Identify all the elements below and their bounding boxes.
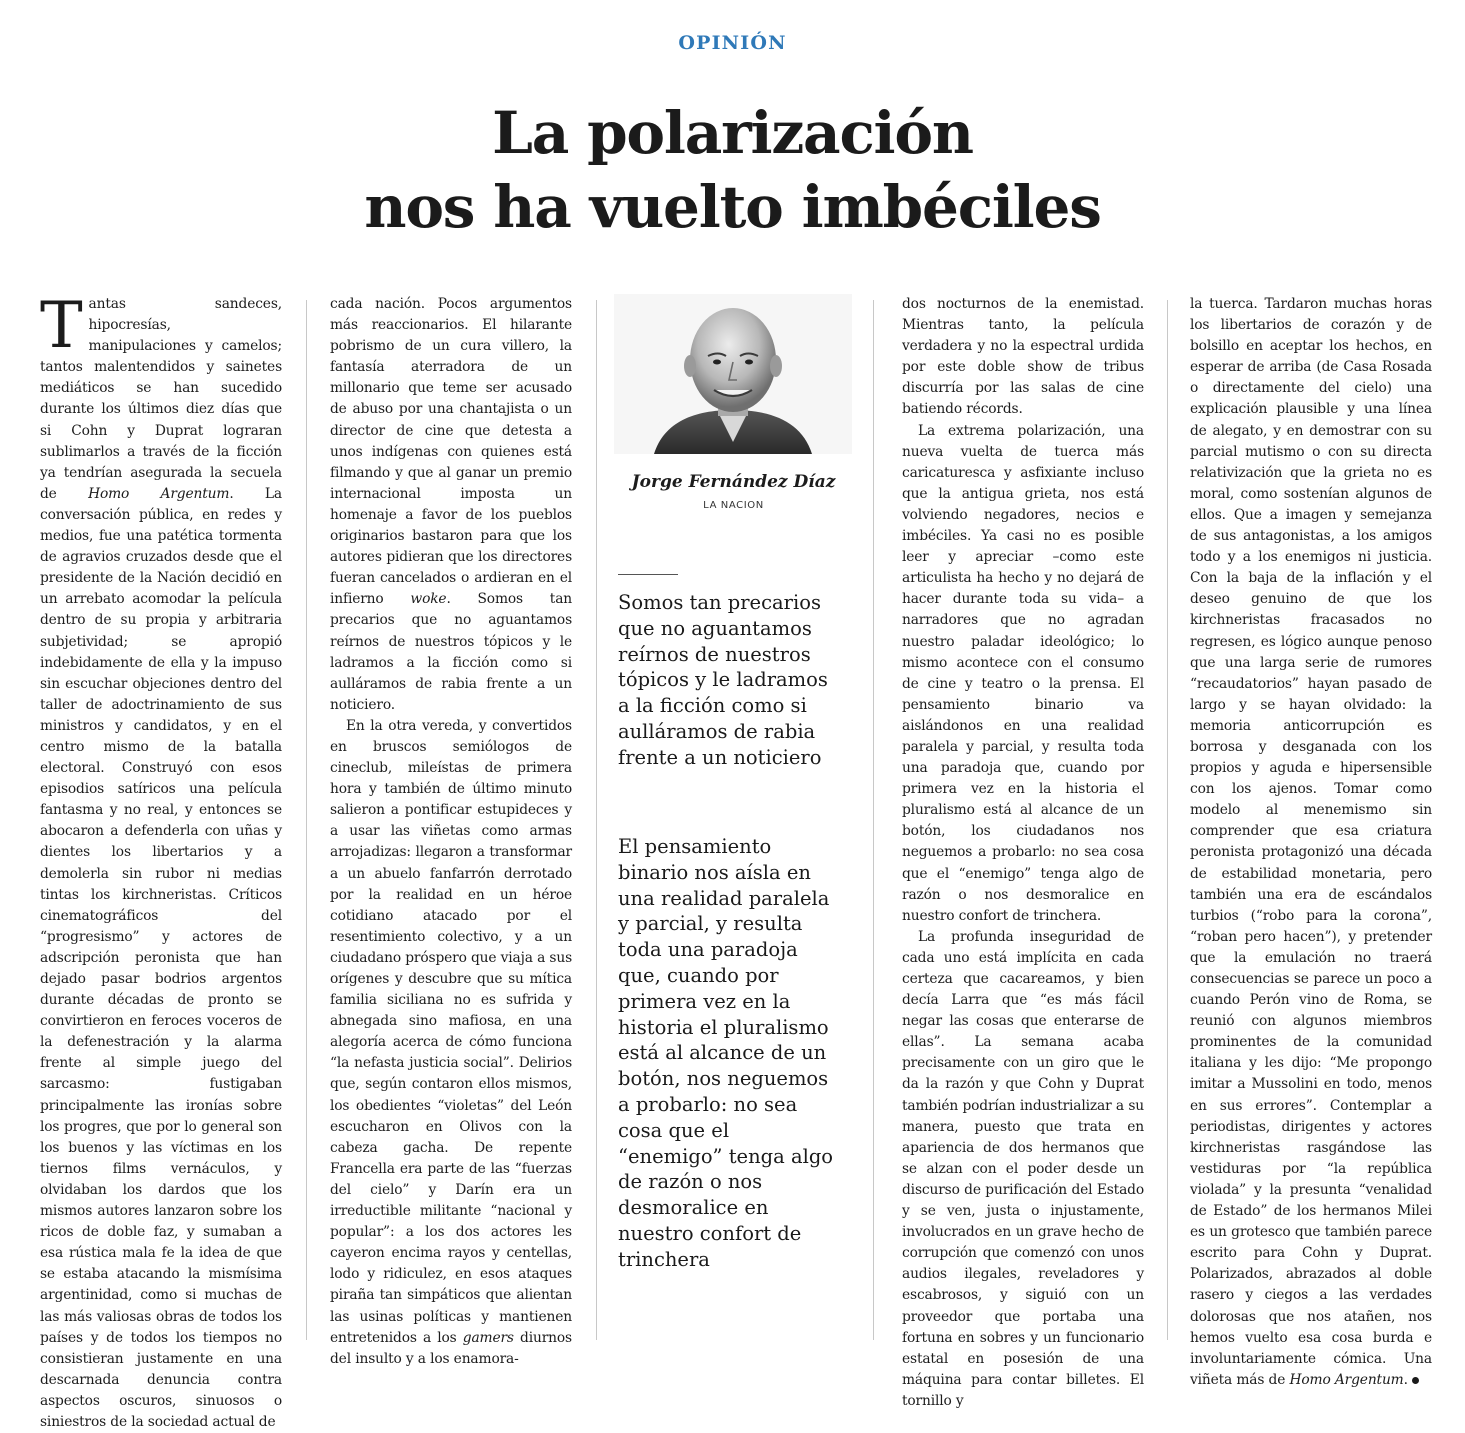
headline: [0, 96, 1465, 244]
article-column-1: [40, 289, 282, 1430]
italic-title: Homo Argentum: [1289, 1371, 1404, 1388]
pullquote-1: Somos tan precarios que no aguantamos reírnos de nuestros tópicos y le ladramos a la ficción como si aulláramos de rabia frente a un noticiero: [618, 591, 828, 769]
paragraph: La profunda inseguridad de cada uno está implícita en cada certeza que cacareamos, y bien decía Larra que “es más fácil negar las cosas que enterarse de ellas”. La semana acaba precisamente con un giro que le da la razón y que Cohn y Duprat también podrían industrializar a su manera, puesto que trata en apariencia de dos hermanos que se alzan con el poder desde un discurso de purificación del Estado y se ven, justa o injustamente, involucrados en un grave hecho de corrupción que comenzó con unos audios ilegales, reveladores y escabrosos, y siguió con un proveedor que portaba una fortuna en sobres y un funcionario estatal en posesión de una máquina para contar billetes. El tornillo y: [902, 928, 1144, 1409]
paragraph: [330, 294, 572, 716]
paragraph: [40, 289, 282, 1433]
article-column-4: [902, 294, 1144, 1409]
text-run: .: [1403, 1371, 1408, 1388]
column-divider: [873, 300, 874, 1340]
pullquote-2: El pensamiento binario nos aísla en una realidad paralela y parcial, y resulta toda una paradoja que, cuando por primera vez en la historia el pluralismo está al alcance de un botón, nos neguemos a probarlo: no sea cosa que el “enemigo” tenga algo de razón o nos desmoralice en nuestro confort de trinchera: [618, 835, 834, 1271]
text-run: antas sandeces, hipocresías, manipulaciones y camelos; tantos malentendidos y sainetes mediáticos se han sucedido durante los últimos diez días que si Cohn y Duprat lograran sublimarlos a través de la ficción ya tendrían asegurada la secuela de: [40, 296, 282, 502]
paragraph: [1190, 294, 1432, 1391]
italic-title: Homo Argentum: [88, 485, 230, 502]
text-run: cada nación. Pocos argumentos más reaccionarios. El hilarante pobrismo de un cura villero, la fantasía aterradora de un millonario que teme ser acusado de abuso por una chantajista o un director de cine que detesta a unos indígenas con quienes está filmando y que al ganar un premio internacional impostа un homenaje a favor de los pueblos originarios bastaron para que los autores pidieran que los directores fueran cancelados o ardieran en el infierno: [330, 296, 572, 608]
text-run: la tuerca. Tardaron muchas horas los libertarios de corazón y de bolsillo en aceptar los hechos, en esperar de arriba (de Casa Rosada o directamente del cielo) una explicación plausible y una línea de alegato, y en demostrar con su parcial mutismo o con su directa relativización que la grieta no es moral, como sostenían algunos de ellos. Que a imagen y semejanza de sus antagonistas, a los amigos todo y a los enemigos ni justicia. Con la baja de la inflación y el deseo genuino de que los kirchneristas fracasados no regresen, es lógico aunque penoso que una larga serie de rumores “recaudatorios” hayan pasado de largo y se hayan olvidado: la memoria anticorrupción es borrosa y desganada con los propios y aguda e hipersensible con los ajenos. Tomar como modelo al menemismo sin comprender que esa criatura peronista protagonizó una década de estabilidad monetaria, pero también una era de escándalos turbios (“robo para la corona”, “roban pero hacen”), y pretender que la emulación no traerá consecuencias se parece un poco a cuando Perón vino de Roma, se reunió con algunos miembros prominentes de la comunidad italiana y les dijo: “Me propongo imitar a Mussolini en todo, menos en sus errores”. Contemplar a periodistas, dirigentes y actores kirchneristas rasgándose las vestiduras por “la república violada” y la presunta “venalidad de Estado” de los hermanos Milei es un grotesco que también parece escrito para Cohn y Duprat. Polarizados, abrazados al doble rasero y ciegos a las verdades dolorosas que nos atañen, nos hemos vuelto esa cosa burda e involuntariamente cómica. Una viñeta más de: [1190, 296, 1432, 1388]
paragraph: La extrema polarización, una nueva vuelta de tuerca más caricaturesca y asfixiante incluso que la antigua grieta, nos está volviendo negadores, necios e imbéciles. Ya casi no es posible leer y apreciar –como este articulista ha hecho y no dejará de hacer durante toda su vida– a narradores que no agradan nuestro paladar ideológico; lo mismo acontece con el consumo de cine y teatro o la prensa. El pensamiento binario va aislándonos en una realidad paralela y parcial, y resulta toda una paradoja que, cuando por primera vez en la historia el pluralismo está al alcance de un botón, los ciudadanos nos neguemos a probarlo: no sea cosa que el “enemigo” tenga algo de razón o nos desmoralice en nuestro confort de trinchera.: [902, 422, 1144, 924]
end-of-article-icon: [1412, 1377, 1419, 1384]
text-run: diurnos del insulto y a los enamora-: [330, 1329, 572, 1367]
paragraph: dos nocturnos de la enemistad. Mientras tanto, la película verdadera y no la espectral urdida por este doble show de tribus discurría por las salas de cine batiendo récords.: [902, 296, 1144, 418]
text-run: . Somos tan precarios que no aguantamos reírnos de nuestros tópicos y le ladramos a la ficción como si aulláramos de rabia frente a un noticiero.: [330, 591, 572, 713]
pullquote-rule: [618, 574, 678, 575]
center-column: [596, 294, 871, 1364]
author-photo: [614, 294, 852, 454]
headline-line-2: nos ha vuelto imbéciles: [364, 173, 1101, 241]
drop-cap: T: [40, 289, 83, 363]
author-affiliation: LA NACION: [703, 500, 764, 511]
text-run: En la otra vereda, y convertidos en bruscos semiólogos de cineclub, mileístas de primera hora y también de último minuto salieron a pontificar estupideces y a usar las viñetas como armas arrojadizas: llegaron a transformar a un abuelo fanfarrón derrotado por la realidad en un héroe cotidiano atacado por el resentimiento colectivo, y a un ciudadano próspero que viaja a sus orígenes y descubre que su mítica familia siciliana no es sufrida y abnegada sino mafiosa, en una alegoría acerca de cómo funciona “la nefasta justicia social”. Delirios que, según contaron ellos mismos, los obedientes “violetas” del León escucharon en Olivos con la cabeza gacha. De repente Francella era parte de las “fuerzas del cielo” y Darín era un irreductible militante “nacional y popular”: a los dos actores les cayeron encima rayos y centellas, lodo y ridiculez, en esos ataques piraña tan simpáticos que alientan las usinas políticas y mantienen entretenidos a los: [330, 717, 572, 1346]
column-divider: [1167, 300, 1168, 1340]
italic-word: woke: [410, 591, 447, 608]
section-label: OPINIÓN: [678, 32, 787, 54]
article-column-2: [330, 294, 572, 1367]
author-portrait-icon: [614, 294, 852, 454]
headline-line-1: La polarización: [492, 99, 973, 167]
column-divider: [306, 300, 307, 1340]
italic-word: gamers: [462, 1329, 514, 1346]
text-run: . La conversación pública, en redes y medios, fue una patética tormenta de agravios cruzados desde que el presidente de la Nación decidió en un arrebato acomodar la película dentro de su propia y arbitraria subjetividad; se apropió indebidamente de ella y la impuso sin escuchar objeciones dentro del taller de adoctrinamiento de sus ministros y candidatos, y en el centro mismo de la batalla electoral. Construyó con esos episodios satíricos una película fantasma y no real, y entonces se abocaron a defenderla con uñas y dientes los libertarios y a demolerla sin rubor ni medias tintas los kirchneristas. Críticos cinematográficos del “progresismo” y actores de adscripción peronista que han dejado pasar bodrios argentos durante décadas de pronto se convirtieron en feroces voceros de la defenestración y la alarma frente al simple juego del sarcasmo: fustigaban principalmente las ironías sobre los progres, que por lo general son los buenos y las víctimas en los tiernos films vernáculos, y olvidaban los dardos que los mismos autores lanzaron sobre los ricos de doble faz, y sumaban a esa rústica mala fe la idea de que se estaba atacando la mismísima argentinidad, como si muchas de las más valiosas obras de todos los países y de todos los tiempos no consistieran justamente en una descarnada denuncia contra aspectos oscuros, sinuosos o siniestros de la sociedad actual de: [40, 485, 282, 1430]
author-name: Jorge Fernández Díaz: [631, 472, 836, 492]
paragraph: [330, 716, 572, 1370]
article-column-5: [1190, 294, 1432, 1388]
